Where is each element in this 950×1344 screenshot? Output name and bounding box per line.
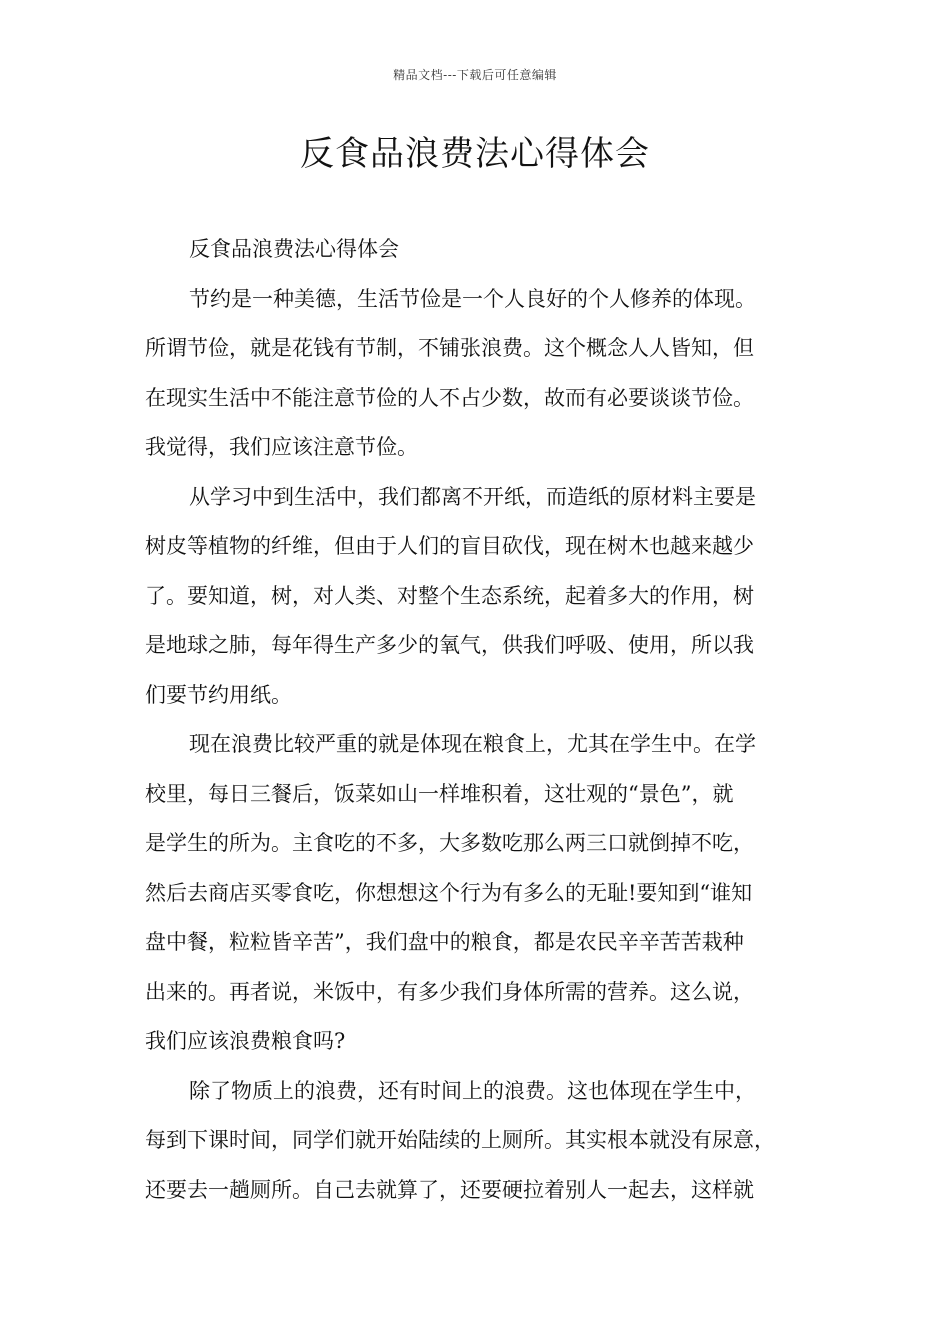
paragraph-line: 树皮等植物的纤维，但由于人们的盲目砍伐，现在树木也越来越少: [145, 534, 754, 558]
paragraph-line: 然后去商店买零食吃，你想想这个行为有多么的无耻!要知到“谁知: [145, 880, 753, 905]
paragraph-line: 我觉得，我们应该注意节俭。: [145, 435, 418, 459]
paragraph-line: 每到下课时间，同学们就开始陆续的上厕所。其实根本就没有尿意，: [145, 1128, 775, 1152]
paragraph-line: 是地球之肺，每年得生产多少的氧气，供我们呼吸、使用，所以我: [145, 633, 754, 657]
paragraph-line: 现在浪费比较严重的就是体现在粮食上，尤其在学生中。在学: [189, 732, 756, 756]
header-note: 精品文档---下载后可任意编辑: [393, 68, 557, 82]
paragraph-line: 我们应该浪费粮食吗?: [145, 1029, 346, 1053]
paragraph-4: [145, 1067, 835, 1216]
paragraph-line: 们要节约用纸。: [145, 682, 292, 707]
paragraph-line: 校里，每日三餐后，饭菜如山一样堆积着，这壮观的“景色”，就: [145, 781, 734, 806]
paragraph-2: [145, 473, 835, 721]
paragraph-line: 是学生的所为。主食吃的不多，大多数吃那么两三口就倒掉不吃，: [145, 831, 754, 855]
paragraph-subtitle: [145, 225, 835, 275]
paragraph-line: 盘中餐，粒粒皆辛苦”，我们盘中的粮食，都是农民辛辛苦苦栽种: [145, 930, 744, 954]
paragraph-line: 除了物质上的浪费，还有时间上的浪费。这也体现在学生中，: [189, 1078, 756, 1103]
paragraph-line: 从学习中到生活中，我们都离不开纸，而造纸的原材料主要是: [189, 484, 756, 509]
document-title: 反食品浪费法心得体会: [300, 134, 650, 174]
paragraph-line: 在现实生活中不能注意节俭的人不占少数，故而有必要谈谈节俭。: [145, 385, 754, 410]
paragraph-3: [145, 720, 835, 1067]
paragraph-line: 所谓节俭，就是花钱有节制，不铺张浪费。这个概念人人皆知，但: [145, 336, 754, 360]
paragraph-line: 出来的。再者说，米饭中，有多少我们身体所需的营养。这么说，: [145, 979, 754, 1004]
paragraph-1: [145, 275, 835, 473]
paragraph-line: 还要去一趟厕所。自己去就算了，还要硬拉着别人一起去，这样就: [145, 1177, 754, 1202]
paragraph-line: 了。要知道，树，对人类、对整个生态系统，起着多大的作用，树: [145, 583, 754, 608]
paragraph-line: 节约是一种美德，生活节俭是一个人良好的个人修养的体现。: [189, 286, 756, 311]
document-body: [145, 225, 835, 1215]
paragraph-line: 反食品浪费法心得体会: [189, 237, 399, 261]
